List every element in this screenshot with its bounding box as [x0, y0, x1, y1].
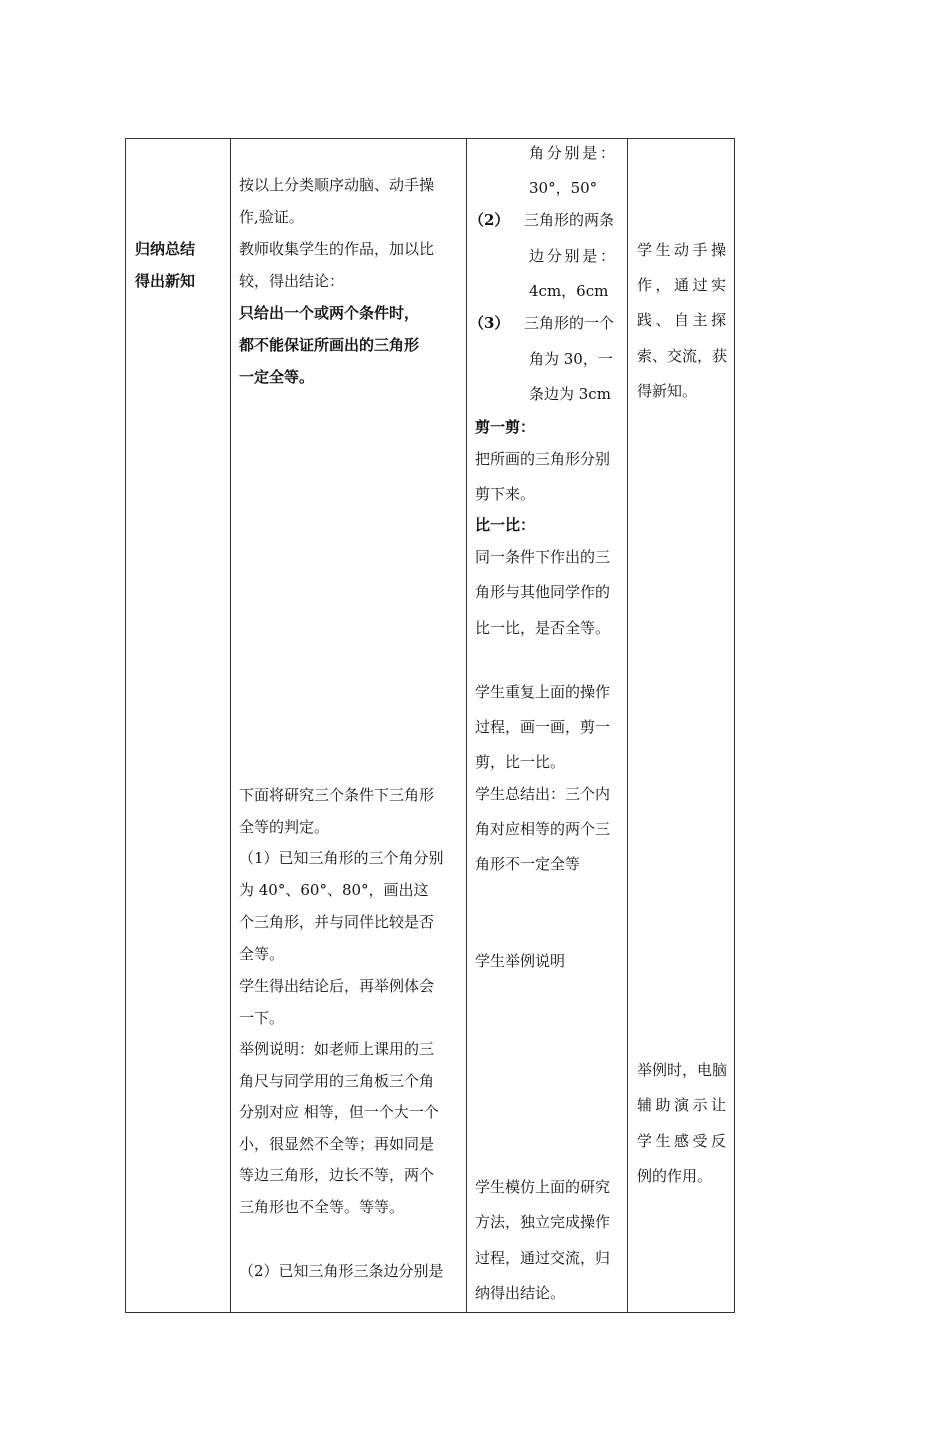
student-text-line: 学生举例说明 [475, 952, 566, 970]
student-text-line: 学生重复上面的操作 [475, 683, 611, 701]
teacher-text-line: 按以上分类顺序动脑、动手操 [239, 176, 435, 194]
teacher-text-line: 分别对应 相等，但一个大一个 [239, 1103, 439, 1121]
student-text-line: 角形与其他同学作的 [475, 583, 611, 601]
teacher-text-line: 等边三角形，边长不等，两个 [239, 1166, 435, 1184]
student-text-line: 角对应相等的两个三 [475, 820, 611, 838]
student-text-line: 学生总结出：三个内 [475, 785, 611, 803]
intent-text-line: 得新知。 [637, 382, 698, 400]
student-text-line: 三角形的一个 [524, 314, 615, 332]
teacher-text-line: 一下。 [239, 1009, 285, 1027]
teacher-text-line: 全等的判定。 [239, 818, 330, 836]
student-text-line: 角分别是： [529, 144, 615, 162]
student-text-line: 4cm，6cm [529, 282, 609, 300]
item-number: （2） [469, 211, 510, 229]
conclusion-line: 都不能保证所画出的三角形 [239, 336, 420, 354]
column-divider [627, 138, 628, 1313]
intent-text-line: 作，通过实 [637, 276, 726, 294]
teacher-text-line: 全等。 [239, 945, 285, 963]
student-text-line: 同一条件下作出的三 [475, 548, 611, 566]
student-text-line: 过程，通过交流，归 [475, 1249, 611, 1267]
teacher-text-line: （1）已知三角形的三个角分别 [239, 849, 444, 867]
section-heading: 比一比： [475, 516, 536, 534]
student-text-line: 三角形的两条 [524, 211, 615, 229]
teacher-text-line: 三角形也不全等。等等。 [239, 1198, 405, 1216]
column-divider [466, 138, 467, 1313]
section-heading: 剪一剪： [475, 418, 536, 436]
intent-text-line: 践、自主探 [637, 311, 726, 329]
student-text-line: 把所画的三角形分别 [475, 450, 611, 468]
item-number: （3） [469, 314, 510, 332]
student-text-line: 角为 30，一 [529, 350, 613, 368]
teacher-text-line: （2）已知三角形三条边分别是 [239, 1262, 444, 1280]
student-text-line: 边分别是： [529, 247, 615, 265]
student-text-line: 学生模仿上面的研究 [475, 1178, 611, 1196]
intent-text-line: 举例时，电脑 [637, 1061, 728, 1079]
intent-text-line: 辅助演示让 [637, 1096, 726, 1114]
stage-title-line: 归纳总结 [135, 240, 196, 258]
student-text-line: 剪，比一比。 [475, 753, 566, 771]
intent-text-line: 学生感受反 [637, 1132, 726, 1150]
stage-title-line: 得出新知 [135, 272, 196, 290]
teacher-text-line: 个三角形，并与同伴比较是否 [239, 913, 435, 931]
teacher-text-line: 教师收集学生的作品，加以比 [239, 240, 435, 258]
student-text-line: 剪下来。 [475, 485, 536, 503]
teacher-text-line: 举例说明：如老师上课用的三 [239, 1040, 435, 1058]
student-text-line: 角形不一定全等 [475, 855, 581, 873]
student-text-line: 方法，独立完成操作 [475, 1213, 611, 1231]
conclusion-line: 只给出一个或两个条件时， [239, 304, 420, 322]
intent-text-line: 学生动手操 [637, 241, 726, 259]
teacher-text-line: 小，很显然不全等；再如同是 [239, 1135, 435, 1153]
teacher-text-line: 角尺与同学用的三角板三个角 [239, 1072, 435, 1090]
teacher-text-line: 为 40°、60°、80°，画出这 [239, 881, 429, 899]
intent-text-line: 索、交流，获 [637, 347, 728, 365]
intent-text-line: 例的作用。 [637, 1167, 713, 1185]
column-divider [230, 138, 231, 1313]
student-text-line: 比一比，是否全等。 [475, 619, 611, 637]
student-text-line: 过程，画一画，剪一 [475, 718, 611, 736]
student-text-line: 条边为 3cm [529, 385, 611, 403]
teacher-text-line: 作,验证。 [239, 208, 304, 226]
teacher-text-line: 学生得出结论后，再举例体会 [239, 977, 435, 995]
student-text-line: 纳得出结论。 [475, 1284, 566, 1302]
teacher-text-line: 下面将研究三个条件下三角形 [239, 786, 435, 804]
teacher-text-line: 较，得出结论： [239, 272, 345, 290]
conclusion-line: 一定全等。 [239, 368, 315, 386]
student-text-line: 30°，50° [529, 179, 598, 197]
